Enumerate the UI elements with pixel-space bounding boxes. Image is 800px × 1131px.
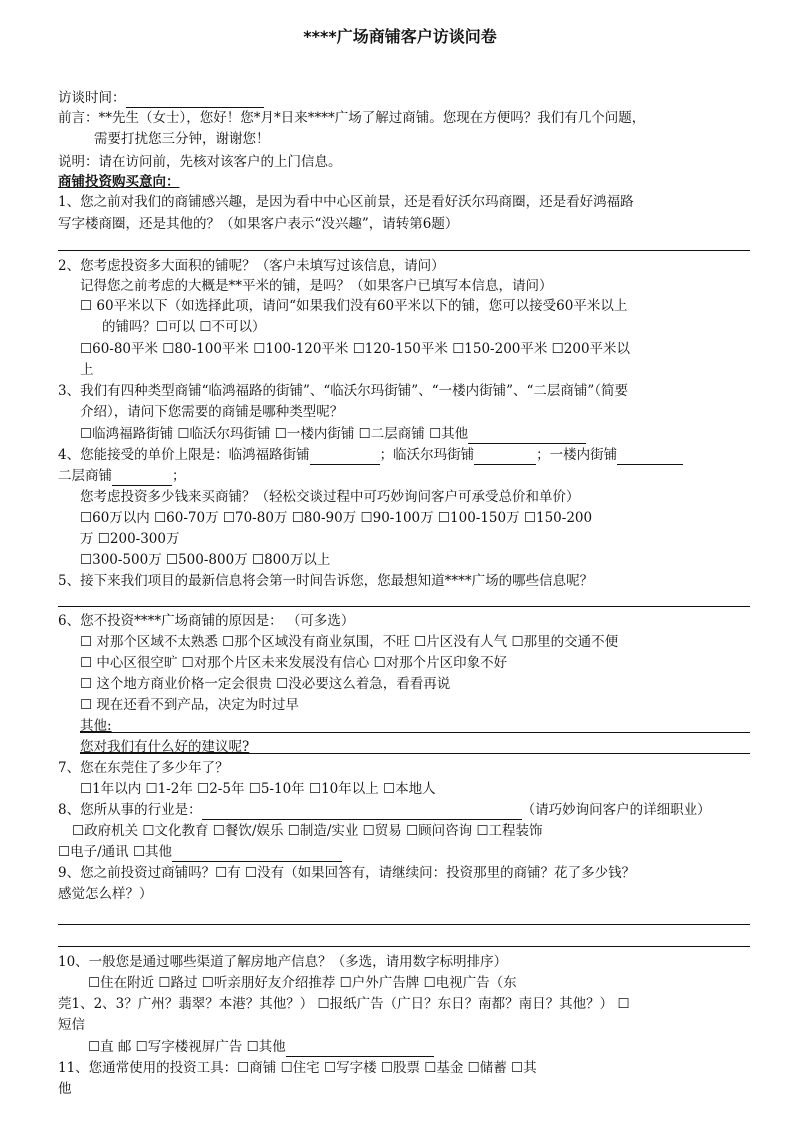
q10-options-2[interactable]: 莞1、2、3？广州？翡翠？本港？其他？） ☐报纸广告（广日？东日？南都？南日？其他？） ☐ — [58, 996, 630, 1012]
q4-semicolon: ； — [172, 468, 186, 484]
q1-answer-line[interactable] — [58, 250, 750, 251]
q8-options-2-text[interactable]: ☐电子/通讯 ☐其他 — [58, 844, 173, 860]
q4-walmart-field[interactable] — [474, 448, 536, 465]
q6-options-3[interactable]: ☐ 这个地方商业价格一定会很贵 ☐没必要这么着急，看看再说 — [80, 676, 451, 692]
q3-line-2: 介绍），请问下您需要的商铺是哪种类型呢？ — [80, 404, 344, 420]
q8-question: 8、您所从事的行业是： — [58, 802, 202, 818]
preface-line-1: 前言：**先生（女士），您好！您*月*日来****广场了解过商铺。您现在方便吗？我们有几个问题， — [58, 110, 646, 126]
q10-options-2-wrap[interactable]: 短信 — [58, 1017, 85, 1033]
q4-label-second-floor: 二层商铺 — [58, 468, 112, 484]
q6-other-line[interactable] — [80, 732, 750, 733]
q10-options-1[interactable]: ☐住在附近 ☐路过 ☐听亲朋好友介绍推荐 ☐户外广告牌 ☐电视广告（东 — [88, 975, 517, 991]
q2-followup[interactable]: 的铺吗？☐可以 ☐不可以） — [102, 319, 266, 335]
q4-second-floor-field[interactable] — [112, 469, 172, 486]
q9-answer-line-1[interactable] — [58, 924, 750, 925]
preface-line-2: 需要打扰您三分钟，谢谢您！ — [94, 131, 270, 147]
q6-options-1[interactable]: ☐ 对那个区域不太熟悉 ☐那个区域没有商业氛围，不旺 ☐片区没有人气 ☐那里的交通不便 — [80, 634, 619, 650]
q3-line-1: 3、我们有四种类型商铺“临鸿福路的街铺”、“临沃尔玛街铺”、“一楼内街铺”、“二层商铺”（简要 — [58, 383, 629, 399]
q8-options-2[interactable] — [58, 842, 342, 862]
q3-options-text[interactable]: ☐临鸿福路街铺 ☐临沃尔玛街铺 ☐一楼内街铺 ☐二层商铺 ☐其他 — [80, 426, 469, 442]
q10-question: 10、一般您是通过哪些渠道了解房地产信息？（多选，请用数字标明排序） — [58, 954, 508, 970]
interview-time-label: 访谈时间： — [58, 90, 126, 106]
q6-suggestion-label: 您对我们有什么好的建议呢? — [80, 739, 250, 755]
page-title: ****广场商铺客户访谈问卷 — [303, 27, 497, 46]
q2-option-under-60[interactable]: ☐ 60平米以下（如选择此项，请问“如果我们没有60平米以下的铺，您可以接受60平米以上 — [80, 298, 628, 314]
q7-options[interactable]: ☐1年以内 ☐1-2年 ☐2-5年 ☐5-10年 ☐10年以上 ☐本地人 — [80, 781, 436, 797]
q4-label-walmart: ；临沃尔玛街铺 — [379, 447, 475, 463]
interview-time-field[interactable] — [126, 91, 264, 108]
q9-line-2: 感觉怎么样？） — [58, 886, 153, 902]
q2-line-2: 记得您之前考虑的大概是**平米的铺，是吗？（如果客户已填写本信息，请问） — [80, 278, 553, 294]
q2-area-options-wrap: 上 — [80, 362, 94, 378]
section-heading: 商铺投资购买意向： — [58, 174, 180, 190]
q4-label-inner: ；一楼内街铺 — [536, 447, 618, 463]
q6-other-label: 其他: — [80, 718, 112, 734]
q3-options[interactable] — [80, 424, 586, 444]
q8-row — [58, 800, 711, 820]
q6-question: 6、您不投资****广场商铺的原因是： （可多选） — [58, 613, 355, 629]
q6-suggestion-line[interactable] — [80, 753, 750, 754]
q4-budget-question: 您考虑投资多少钱来买商铺？（轻松交谈过程中可巧妙询问客户可承受总价和单价） — [80, 489, 580, 505]
q4-line-2 — [58, 466, 186, 486]
q2-area-options[interactable]: ☐60-80平米 ☐80-100平米 ☐100-120平米 ☐120-150平米 ☐150-200平米 ☐200平米以 — [80, 341, 631, 357]
q4-hongfu-field[interactable] — [310, 448, 380, 465]
q11-line-2: 他 — [58, 1081, 72, 1097]
q3-other-field[interactable] — [468, 427, 586, 444]
q8-other-field[interactable] — [172, 845, 342, 862]
interview-time-row — [58, 88, 264, 108]
q11-line-1[interactable]: 11、您通常使用的投资工具：☐商铺 ☐住宅 ☐写字楼 ☐股票 ☐基金 ☐储蓄 ☐其 — [58, 1060, 537, 1076]
q10-other-field[interactable] — [286, 1040, 434, 1057]
q8-industry-field[interactable] — [202, 803, 522, 820]
q7-question: 7、您在东莞住了多少年了？ — [58, 760, 229, 776]
q9-line-1: 9、您之前投资过商铺吗？☐有 ☐没有（如果回答有，请继续问：投资那里的商铺？花了多少钱？ — [58, 865, 636, 881]
q4-budget-options-1[interactable]: ☐60万以内 ☐60-70万 ☐70-80万 ☐80-90万 ☐90-100万 ☐100-150万 ☐150-200 — [80, 510, 593, 526]
q1-line-2: 写字楼商圈，还是其他的？（如果客户表示“没兴趣”，请转第6题） — [58, 216, 459, 232]
q5-answer-line[interactable] — [58, 606, 750, 607]
q8-options-1[interactable]: ☐政府机关 ☐文化教育 ☐餐饮/娱乐 ☐制造/实业 ☐贸易 ☐顾问咨询 ☐工程装饰 — [72, 823, 543, 839]
q10-options-3-text[interactable]: ☐直 邮 ☐写字楼视屏广告 ☐其他 — [88, 1039, 286, 1055]
q4-line-1 — [58, 445, 683, 465]
q9-answer-line-2[interactable] — [58, 946, 750, 947]
q6-options-4[interactable]: ☐ 现在还看不到产品，决定为时过早 — [80, 697, 299, 713]
q8-hint: （请巧妙询问客户的详细职业） — [521, 802, 711, 818]
q2-line-1: 2、您考虑投资多大面积的铺呢？（客户未填写过该信息，请问） — [58, 258, 445, 274]
note-text: 说明：请在访问前，先核对该客户的上门信息。 — [58, 154, 342, 170]
q4-budget-options-2[interactable]: 万 ☐200-300万 — [80, 531, 180, 547]
q4-label-hongfu: 4、您能接受的单价上限是：临鸿福路街铺 — [58, 447, 310, 463]
q4-budget-options-3[interactable]: ☐300-500万 ☐500-800万 ☐800万以上 — [80, 552, 331, 568]
q10-options-3[interactable] — [88, 1037, 434, 1057]
q1-line-1: 1、您之前对我们的商铺感兴趣，是因为看中中心区前景，还是看好沃尔玛商圈，还是看好鸿福路 — [58, 194, 634, 210]
q5-question: 5、接下来我们项目的最新信息将会第一时间告诉您，您最想知道****广场的哪些信息呢？ — [58, 573, 594, 589]
q4-inner-field[interactable] — [617, 448, 683, 465]
q6-options-2[interactable]: ☐ 中心区很空旷 ☐对那个片区未来发展没有信心 ☐对那个片区印象不好 — [80, 655, 508, 671]
